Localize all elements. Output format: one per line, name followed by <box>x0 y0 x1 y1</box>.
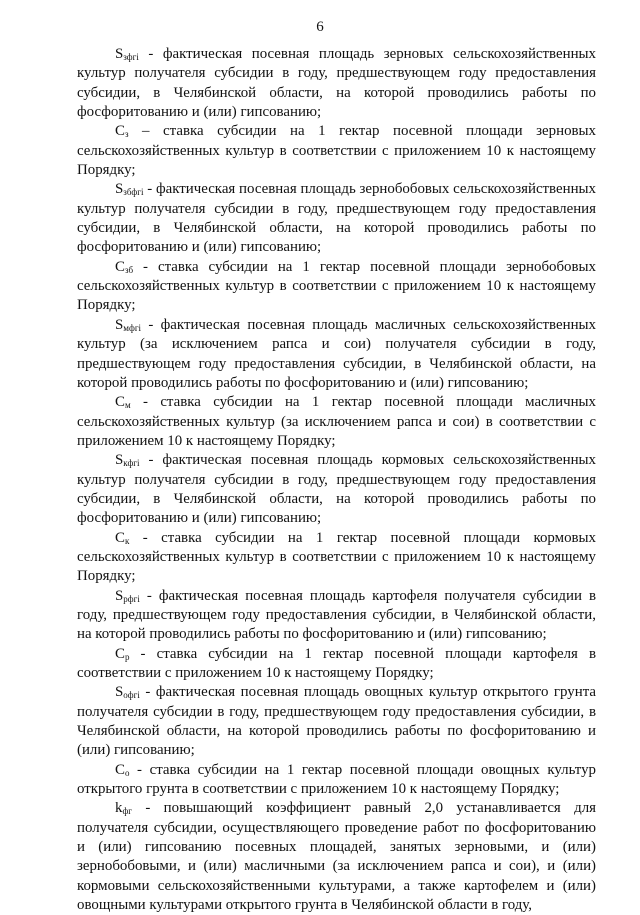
definition-text: - фактическая посевная площадь масличных сельскохозяйственных культур (за исключением рапса и сои) получателя субсидии в году, предшествующем году предоставления субсидии, в Челябинской области, на которой проводились работы по фосфоритованию и (или) гипсованию; <box>77 316 596 391</box>
definition-s-zfg <box>77 45 596 122</box>
definition-c-r <box>77 645 596 684</box>
definition-s-zbfg <box>77 180 596 257</box>
document-body <box>77 45 596 915</box>
variable-symbol: $S_{офгi}$ <box>115 684 140 701</box>
variable-symbol: $С_к$ <box>115 529 130 546</box>
variable-symbol: $С_з$ <box>115 123 129 140</box>
variable-symbol: $С_р$ <box>115 645 130 662</box>
definition-text: - фактическая посевная площадь кормовых сельскохозяйственных культур получателя субсидии в году, предшествующем году предоставления субсидии, в Челябинской области, на которой проводились работы по фосфоритованию и (или) гипсованию; <box>77 452 596 527</box>
definition-s-ofg <box>77 683 596 760</box>
definition-s-mfg <box>77 316 596 393</box>
variable-symbol: $S_{рфгi}$ <box>115 587 140 604</box>
definition-c-z <box>77 122 596 180</box>
definition-text: - фактическая посевная площадь зернобобовых сельскохозяйственных культур получателя субсидии в году, предшествующем году предоставления субсидии, в Челябинской области, на которой проводились работы по фосфоритованию и (или) гипсованию; <box>77 181 596 256</box>
definition-s-kfg <box>77 451 596 528</box>
variable-symbol: $S_{зфгi}$ <box>115 46 139 62</box>
definition-s-rfg <box>77 587 596 645</box>
definition-text: - ставка субсидии на 1 гектар посевной площади кормовых сельскохозяйственных культур в соответствии с приложением 10 к настоящему Порядку; <box>77 529 596 585</box>
definition-text: – ставка субсидии на 1 гектар посевной площади зерновых сельскохозяйственных культур в соответствии с приложением 10 к настоящему Порядку; <box>77 123 596 179</box>
definition-text: - ставка субсидии на 1 гектар посевной площади овощных культур открытого грунта в соответствии с приложением 10 к настоящему Порядку; <box>77 761 596 798</box>
definition-c-m <box>77 393 596 451</box>
variable-symbol: $С_о$ <box>115 761 130 778</box>
definition-text: - ставка субсидии на 1 гектар посевной площади зернобобовых сельскохозяйственных культур в соответствии с приложением 10 к настоящему Порядку; <box>77 258 596 314</box>
definition-c-zb <box>77 258 596 316</box>
definition-text: - фактическая посевная площадь овощных культур открытого грунта получателя субсидии в году, предшествующем году предоставления субсидии, в Челябинской области, на которой проводились работы по фосфоритованию и (или) гипсованию; <box>77 684 596 759</box>
variable-symbol: $С_м$ <box>115 394 131 411</box>
definition-text: - фактическая посевная площадь зерновых сельскохозяйственных культур получателя субсидии в году, предшествующем году предоставления субсидии, в Челябинской области, на которой проводились работы по фосфоритованию и (или) гипсованию; <box>77 46 596 121</box>
definition-c-k <box>77 529 596 587</box>
definition-text: - ставка субсидии на 1 гектар посевной площади масличных сельскохозяйственных культур (за исключением рапса и сои) в соответствии с приложением 10 к настоящему Порядку; <box>77 394 596 449</box>
variable-symbol: $S_{збфгi}$ <box>115 181 144 198</box>
variable-symbol: $k_{фг}$ <box>115 800 132 817</box>
variable-symbol: $С_{зб}$ <box>115 258 134 275</box>
definition-text: - ставка субсидии на 1 гектар посевной площади картофеля в соответствии с приложением 10 к настоящему Порядку; <box>77 645 596 681</box>
variable-symbol: $S_{кфгi}$ <box>115 452 140 469</box>
page-number: 6 <box>316 19 324 35</box>
definition-k-fg <box>77 799 596 915</box>
variable-symbol: $S_{мфгi}$ <box>115 316 142 333</box>
definition-text: - фактическая посевная площадь картофеля получателя субсидии в году, предшествующем году предоставления субсидии, в Челябинской области, на которой проводились работы по фосфоритованию и (или) гипсованию; <box>77 587 596 643</box>
definition-c-o <box>77 761 596 800</box>
definition-text: - повышающий коэффициент равный 2,0 устанавливается для получателя субсидии, осуществляющего проведение работ по фосфоритованию и (или) гипсованию посевных площадей, занятых зерновыми, и (или) зернобобовыми, и (или) масличными (за исключением рапса и сои), и (или) кормовыми сельскохозяйственными культурами, а также картофелем и (или) овощными культурами открытого грунта в Челябинской области в году, <box>77 800 596 914</box>
